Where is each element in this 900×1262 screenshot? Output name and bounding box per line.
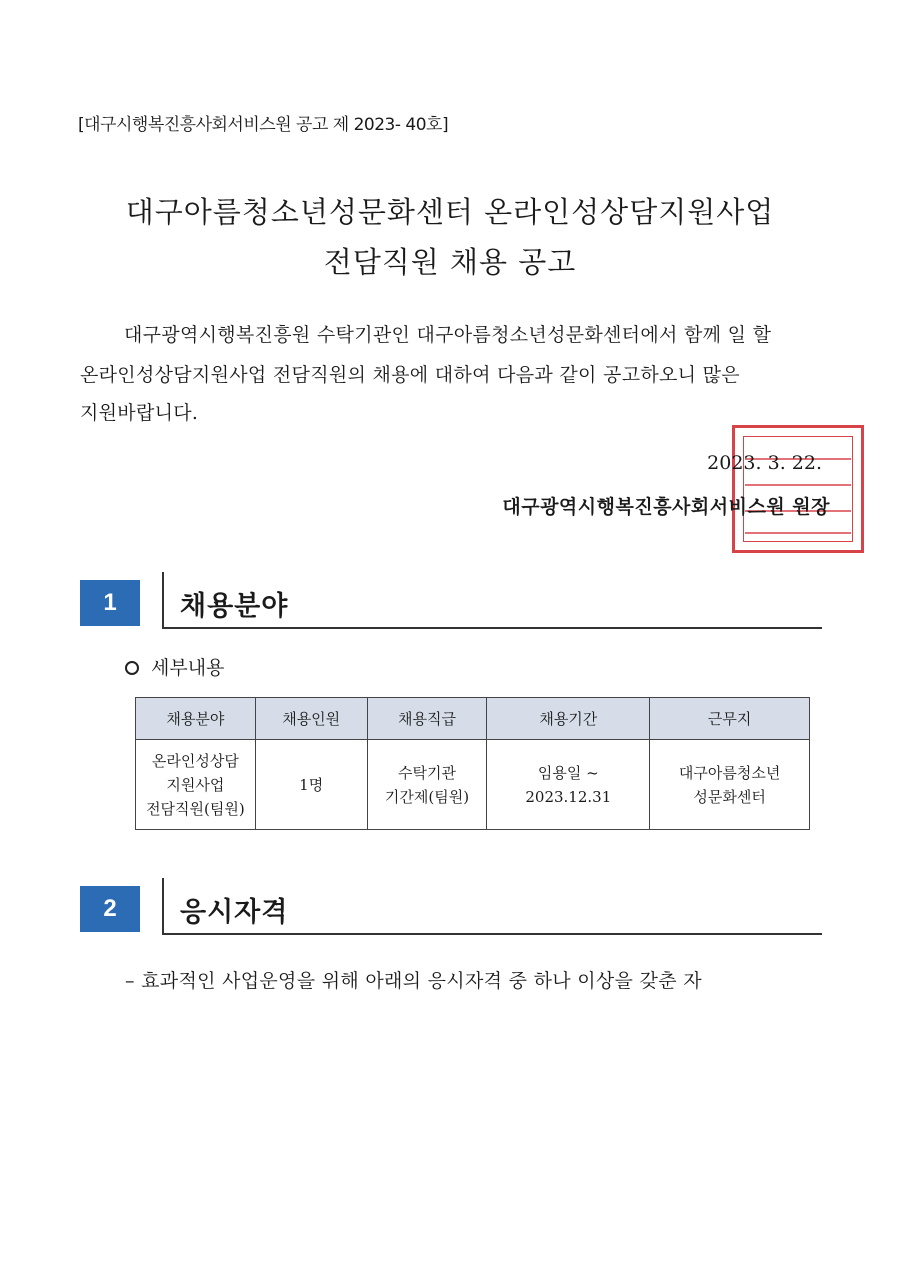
detail-bullet	[125, 653, 224, 680]
section-underline	[162, 933, 822, 935]
intro-line2: 온라인성상담지원사업 전담직원의 채용에 대하여 다음과 같이 공고하오니 많은	[80, 364, 740, 386]
table-header-row	[136, 698, 810, 740]
section-title: 채용분야	[180, 591, 289, 622]
header-count: 채용인원	[255, 698, 367, 740]
section-underline	[162, 627, 822, 629]
circle-bullet-icon	[125, 661, 139, 675]
notice-date: 2023. 3. 22.	[707, 452, 822, 474]
header-period: 채용기간	[487, 698, 650, 740]
bullet-label: 세부내용	[151, 657, 225, 679]
table-row	[136, 740, 810, 830]
intro-line1: 대구광역시행복진흥원 수탁기관인 대구아름청소년성문화센터에서 함께 일 할	[124, 324, 772, 346]
section-number-badge: 1	[80, 580, 140, 626]
intro-line3: 지원바랍니다.	[80, 402, 199, 424]
section-title: 응시자격	[180, 897, 289, 928]
page-title-line2: 전담직원 채용 공고	[323, 245, 577, 279]
section-divider	[162, 878, 164, 934]
section-number-badge: 2	[80, 886, 140, 932]
section-divider	[162, 572, 164, 628]
header-rank: 채용직급	[367, 698, 487, 740]
notice-number: [대구시행복진흥사회서비스원 공고 제 2023- 40호]	[78, 115, 449, 135]
eligibility-text: – 효과적인 사업운영을 위해 아래의 응시자격 중 하나 이상을 갖춘 자	[125, 970, 702, 992]
cell-field: 온라인성상담 지원사업 전담직원(팀원)	[136, 740, 256, 830]
header-location: 근무지	[650, 698, 810, 740]
issuer-name: 대구광역시행복진흥사회서비스원 원장	[502, 496, 830, 518]
official-seal-icon	[732, 425, 864, 553]
page-title-line1: 대구아름청소년성문화센터 온라인성상담지원사업	[125, 195, 775, 229]
cell-location: 대구아름청소년 성문화센터	[650, 740, 810, 830]
cell-rank: 수탁기관 기간제(팀원)	[367, 740, 487, 830]
recruitment-table	[135, 697, 810, 830]
cell-count: 1명	[255, 740, 367, 830]
cell-period: 임용일 ~ 2023.12.31	[487, 740, 650, 830]
header-field: 채용분야	[136, 698, 256, 740]
